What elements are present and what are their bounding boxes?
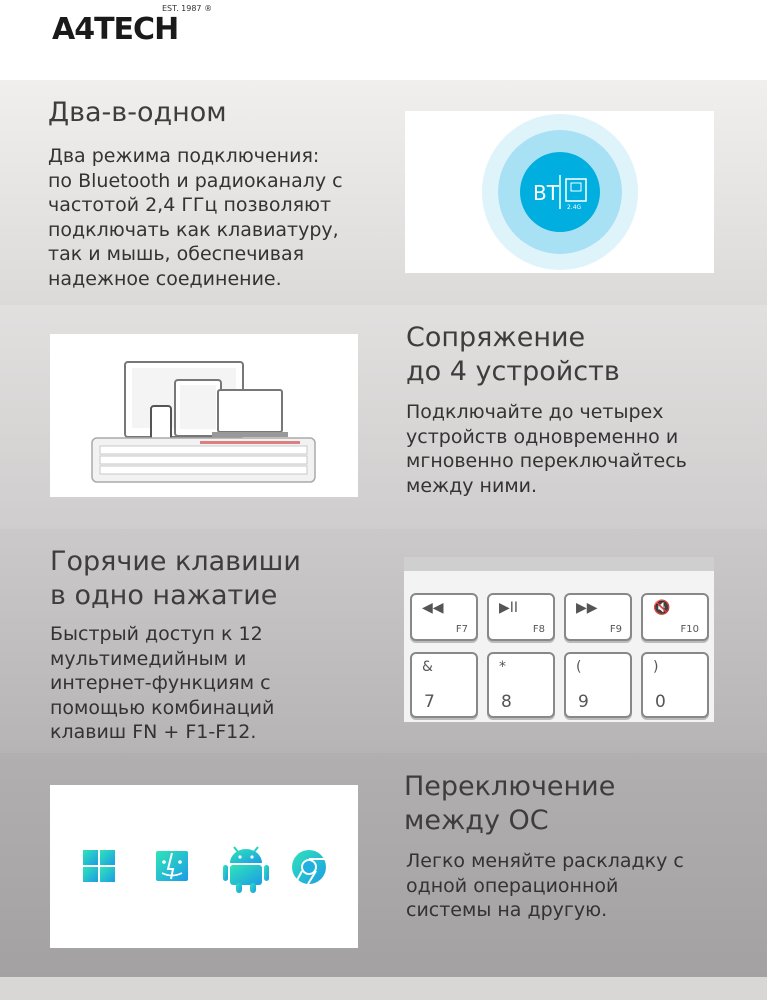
section-os-switch	[0, 753, 767, 977]
os-icons-illustration	[50, 785, 358, 948]
key-f8: ▶II F8	[487, 593, 555, 641]
section-title: Переключение между ОС	[404, 771, 616, 836]
hotkeys-illustration	[404, 557, 714, 722]
section-description: Подключайте до четырех устройств одновременно и мгновенно переключайтесь между ними.	[406, 401, 687, 497]
brand-est: EST. 1987 ®	[162, 4, 213, 13]
section-title: Сопряжение до 4 устройств	[406, 322, 620, 387]
key-f10: 🔇 F10	[641, 593, 709, 641]
section-title: Горячие клавиши в одно нажатие	[50, 546, 301, 611]
key-8: * 8	[487, 652, 555, 718]
header	[0, 0, 767, 80]
key-f9: ▶▶ F9	[564, 593, 632, 641]
section-description: Быстрый доступ к 12 мультимедийным и интернет-функциям с помощью комбинаций клавиш FN + F1-F12.	[50, 623, 275, 743]
android-icon	[223, 847, 269, 893]
bluetooth-dongle-icon	[405, 111, 714, 273]
windows-icon	[83, 850, 115, 882]
connection-illustration	[405, 111, 714, 273]
bt-label: BT	[533, 181, 559, 205]
key-7: & 7	[410, 652, 478, 718]
footer-strip	[0, 977, 767, 1000]
section-pairing	[0, 305, 767, 529]
key-0: ) 0	[641, 652, 709, 718]
dongle-label: 2.4G	[567, 204, 582, 211]
finder-icon	[156, 851, 188, 881]
section-two-in-one	[0, 80, 767, 305]
section-description: Легко меняйте раскладку с одной операционной системы на другую.	[406, 850, 684, 921]
devices-keyboard-image	[50, 334, 358, 497]
key-f7: ◀◀ F7	[410, 593, 478, 641]
section-description: Два режима подключения: по Bluetooth и радиоканалу с частотой 2,4 ГГц позволяют подключать как клавиатуру, так и мышь, обеспечивая надежное соединение.	[48, 145, 343, 290]
brand-name: A4TECH	[52, 12, 179, 47]
devices-illustration	[50, 334, 358, 497]
key-9: ( 9	[564, 652, 632, 718]
section-hotkeys	[0, 529, 767, 753]
chrome-icon	[292, 850, 326, 884]
section-title: Два-в-одном	[48, 97, 227, 128]
